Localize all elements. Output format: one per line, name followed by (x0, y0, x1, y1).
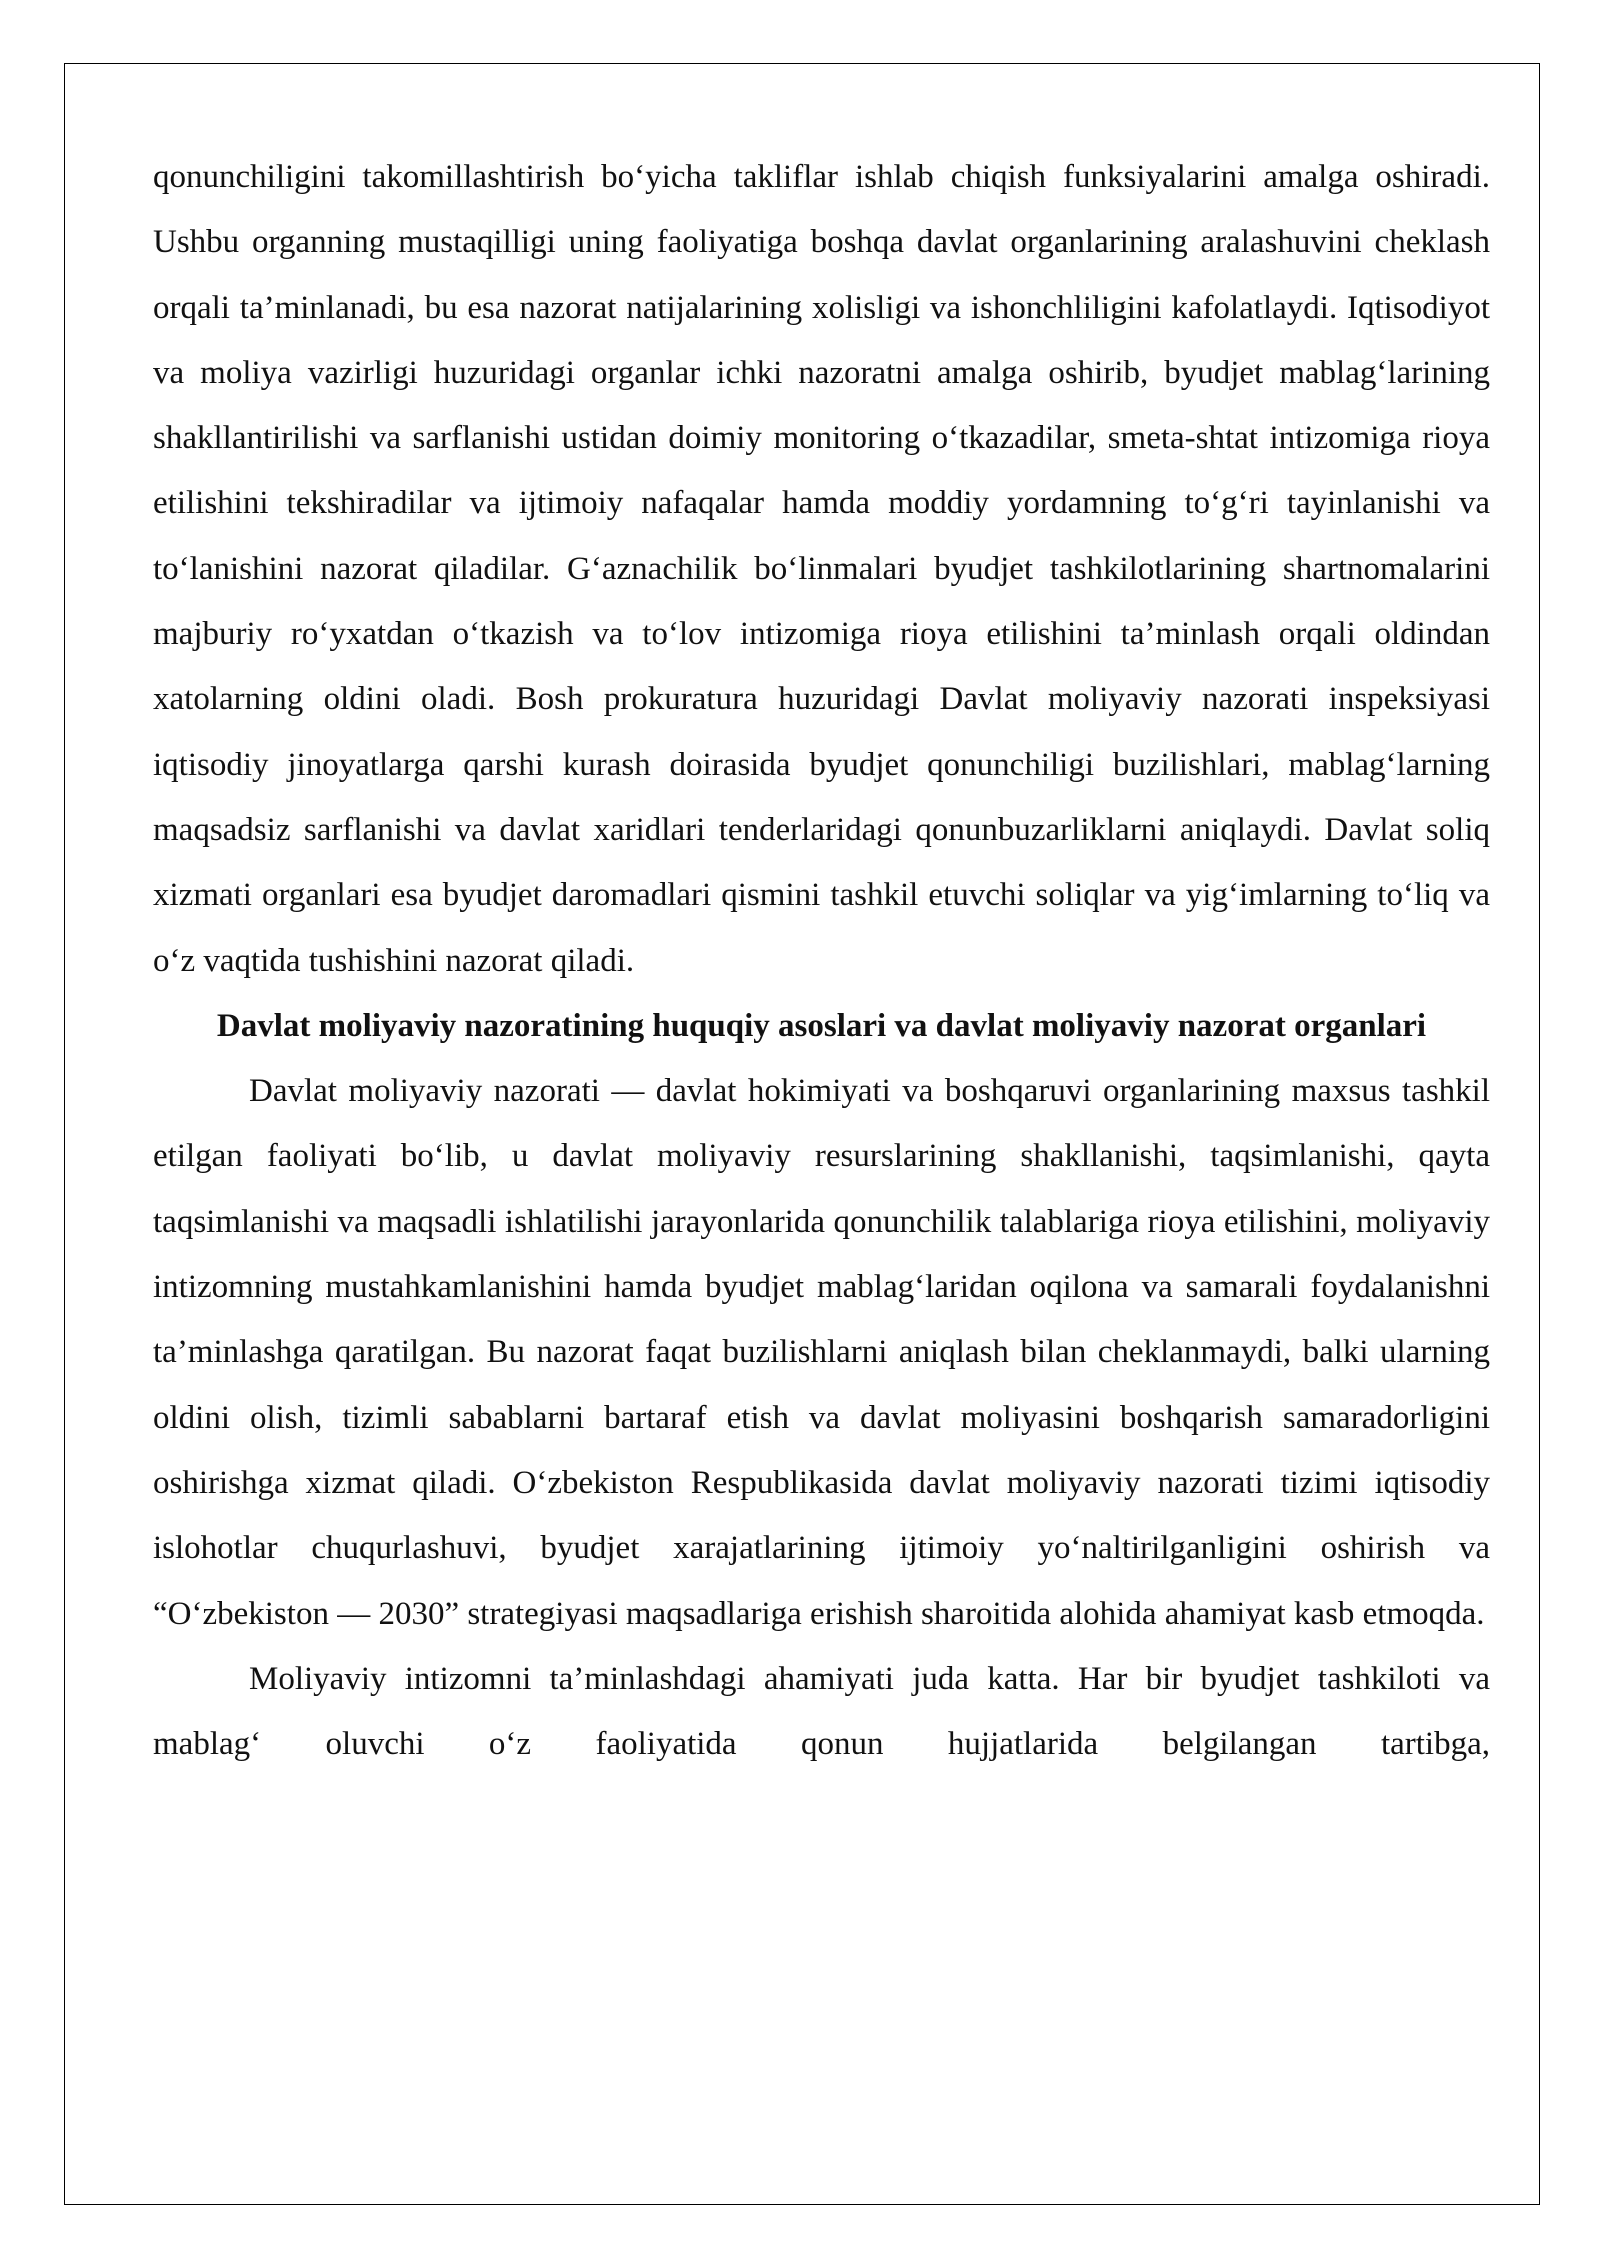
section-heading: Davlat moliyaviy nazoratining huquqiy asoslari va davlat moliyaviy nazorat organlari (216, 1007, 1427, 1044)
paragraph: Davlat moliyaviy nazorati — davlat hokimiyati va boshqaruvi organlarining maxsus tashkil etilgan faoliyati bo‘lib, u davlat moliyaviy resurslarining shakllanishi, taqsimlanishi, qayta taqsimlanishi va maqsadli ishlatilishi jarayonlarida qonunchilik talablariga rioya etilishini, moliyaviy intizomning mustahkamlanishini hamda byudjet mablag‘laridan oqilona va samarali foydalanishni ta’minlashga qaratilgan. Bu nazorat faqat buzilishlarni aniqlash bilan cheklanmaydi, balki ularning oldini olish, tizimli sabablarni bartaraf etish va davlat moliyasini boshqarish samaradorligini oshirishga xizmat qiladi. O‘zbekiston Respublikasida davlat moliyaviy nazorati tizimi iqtisodiy islohotlar chuqurlashuvi, byudjet xarajatlarining ijtimoiy yo‘naltirilganligini oshirish va “O‘zbekiston — 2030” strategiyasi maqsadlariga erishish sharoitida alohida ahamiyat kasb etmoqda. (153, 1073, 1490, 1632)
document-body (153, 145, 1490, 1777)
paragraph: qonunchiligini takomillashtirish bo‘yicha takliflar ishlab chiqish funksiyalarini amalga oshiradi. Ushbu organning mustaqilligi uning faoliyatiga boshqa davlat organlarining aralashuvini cheklash orqali ta’minlanadi, bu esa nazorat natijalarining xolisligi va ishonchliligini kafolatlaydi. Iqtisodiyot va moliya vazirligi huzuridagi organlar ichki nazoratni amalga oshirib, byudjet mablag‘larining shakllantirilishi va sarflanishi ustidan doimiy monitoring o‘tkazadilar, smeta-shtat intizomiga rioya etilishini tekshiradilar va ijtimoiy nafaqalar hamda moddiy yordamning to‘g‘ri tayinlanishi va to‘lanishini nazorat qiladilar. G‘aznachilik bo‘linmalari byudjet tashkilotlarining shartnomalarini majburiy ro‘yxatdan o‘tkazish va to‘lov intizomiga rioya etilishini ta’minlash orqali oldindan xatolarning oldini oladi. Bosh prokuratura huzuridagi Davlat moliyaviy nazorati inspeksiyasi iqtisodiy jinoyatlarga qarshi kurash doirasida byudjet qonunchiligi buzilishlari, mablag‘larning maqsadsiz sarflanishi va davlat xaridlari tenderlaridagi qonunbuzarliklarni aniqlaydi. Davlat soliq xizmati organlari esa byudjet daromadlari qismini tashkil etuvchi soliqlar va yig‘imlarning to‘liq va o‘z vaqtida tushishini nazorat qiladi. (153, 159, 1490, 979)
paragraph: Moliyaviy intizomni ta’minlashdagi ahamiyati juda katta. Har bir byudjet tashkiloti va mablag‘ oluvchi o‘z faoliyatida qonun hujjatlarida belgilangan tartibga, (153, 1660, 1490, 1763)
